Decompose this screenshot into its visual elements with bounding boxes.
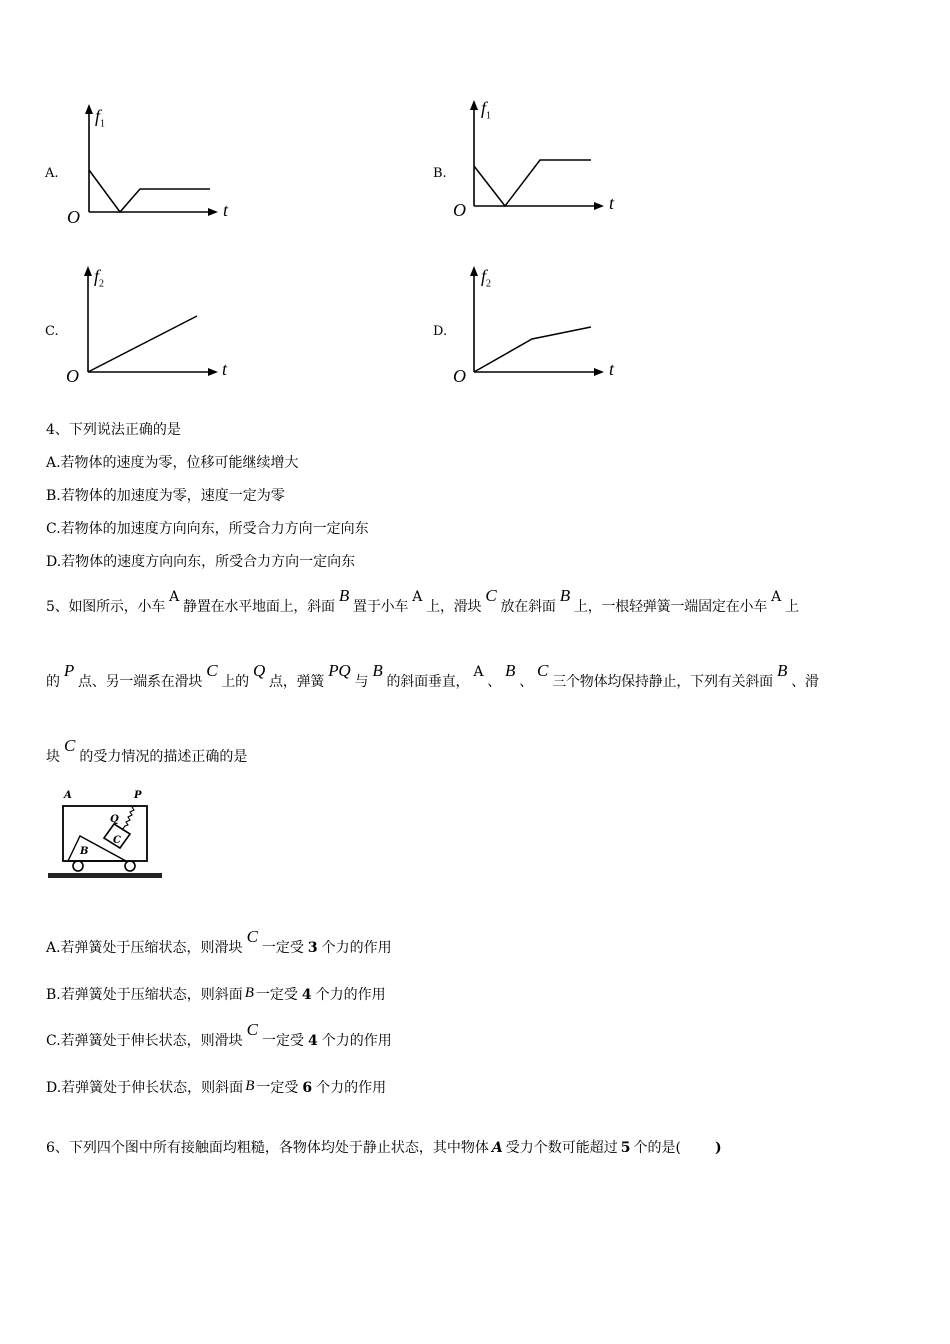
label-c: C [113,835,121,846]
q4-option-d: D.若物体的速度方向向东，所受合力方向一定向东 [46,554,356,570]
spring [122,806,136,830]
cart-body [63,806,147,861]
graph-a [40,100,240,230]
graph-d [428,262,628,392]
q5-option-d: D.若弹簧处于伸长状态，则斜面 B 一定受 6 个力的作用 [46,1078,387,1096]
cart-diagram [46,790,164,886]
label-p: P [134,790,142,801]
graph-a-curve [89,170,210,212]
x-axis-label: t [609,359,615,379]
q6-stem: 6、下列四个图中所有接触面均粗糙，各物体均处于静止状态，其中物体 A 受力个数可能超过 5 个的是( ) [46,1140,722,1156]
q5-stem-line-1: 5、如图所示，小车A静置在水平地面上，斜面B置于小车A上，滑块C放在斜面B上，一根轻弹簧一端固定在小车A上 [46,586,799,615]
ground [48,873,162,878]
q4-option-b: B.若物体的加速度为零，速度一定为零 [46,488,285,504]
q5-figure [46,790,164,886]
origin-label: O [66,366,79,386]
origin-label: O [67,207,80,227]
y-axis-label: $f_2$ [94,266,105,290]
q4-option-a: A.若物体的速度为零，位移可能继续增大 [46,455,299,471]
label-q: Q [110,814,119,825]
y-axis-label: $f_1$ [481,98,492,122]
wheel-right [125,861,135,871]
graph-c [40,262,240,392]
q4-option-c: C.若物体的加速度方向向东，所受合力方向一定向东 [46,521,369,537]
x-axis-label: t [223,200,229,220]
graph-b [428,96,628,226]
x-axis-label: t [222,359,228,379]
q4-stem: 4、下列说法正确的是 [46,422,181,438]
option-label: D. [433,324,448,339]
y-axis-label: $f_1$ [95,106,106,130]
q5-stem-line-2: 的P点、另一端系在滑块C上的Q点，弹簧PQ与B的斜面垂直，A、B、C三个物体均保持静止，下列有关斜面B、滑 [46,661,819,690]
q5-option-c: C.若弹簧处于伸长状态，则滑块C一定受 4 个力的作用 [46,1020,392,1049]
option-label: C. [45,324,59,339]
q5-option-b: B.若弹簧处于压缩状态，则斜面 B 一定受 4 个力的作用 [46,985,386,1003]
origin-label: O [453,200,466,220]
graph-c-curve [88,316,197,372]
origin-label: O [453,366,466,386]
graph-d-curve [474,327,591,372]
graph-b-curve [474,160,591,206]
y-axis-label: $f_2$ [481,266,492,290]
option-label: A. [45,166,59,181]
wheel-left [73,861,83,871]
option-label: B. [433,166,447,181]
label-a: A [64,790,72,801]
q5-option-a: A.若弹簧处于压缩状态，则滑块C一定受 3 个力的作用 [46,927,392,956]
label-b: B [80,846,89,857]
q5-stem-line-3: 块C的受力情况的描述正确的是 [46,736,248,765]
x-axis-label: t [609,193,615,213]
